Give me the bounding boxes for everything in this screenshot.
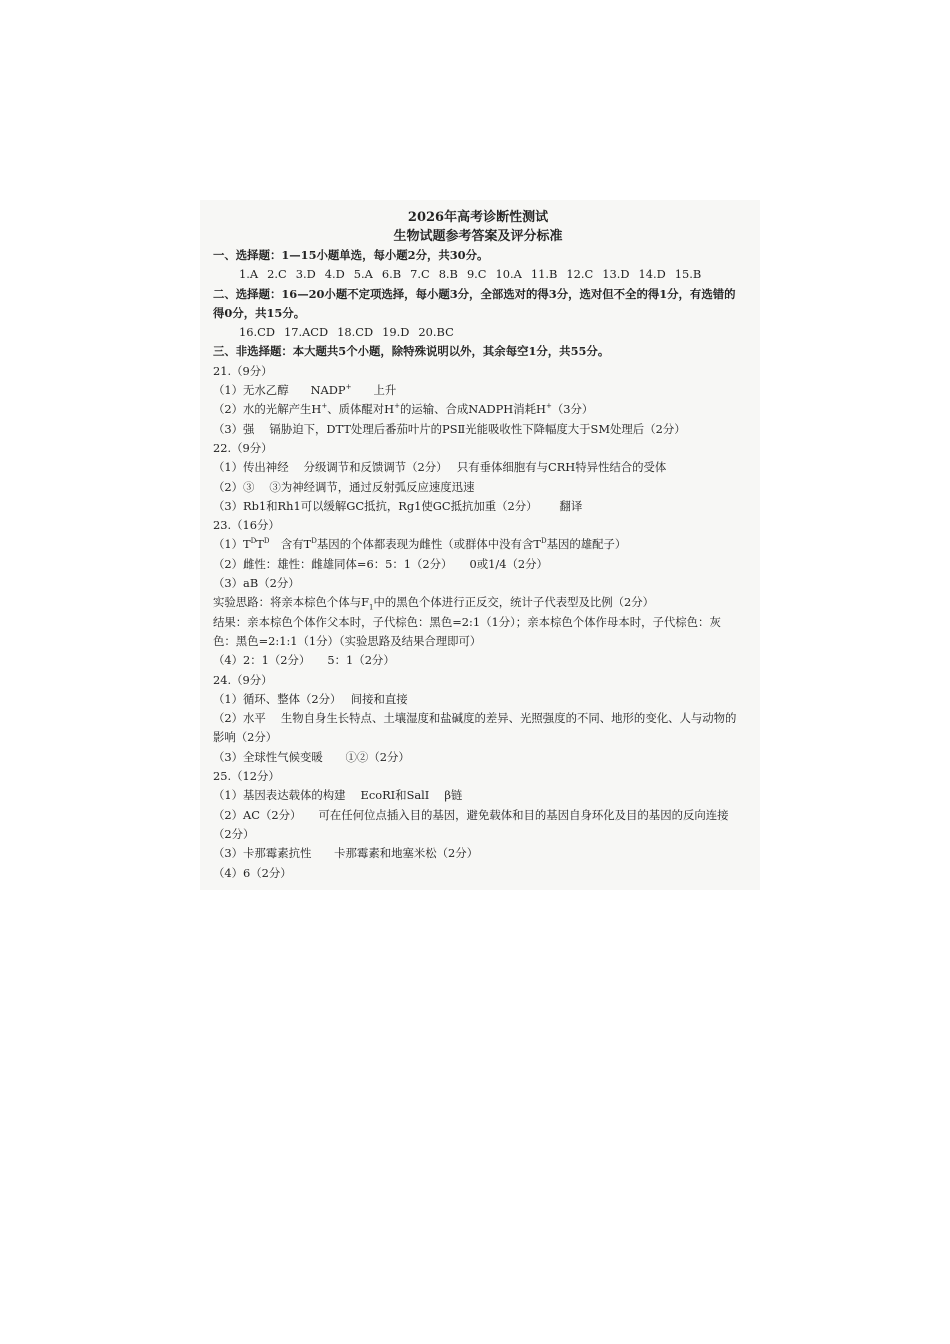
q25-heading: 25.（12分） xyxy=(213,769,280,784)
q25-answer-1: （1）基因表达载体的构建 EcoRⅠ和SalⅠ β链 xyxy=(213,788,463,803)
superscript: + xyxy=(545,402,552,411)
answer-item: 14.D xyxy=(638,267,666,282)
q23-experiment-idea xyxy=(213,593,743,612)
q21-answer-1 xyxy=(213,381,743,400)
q22-answer-3 xyxy=(213,497,743,516)
q22-heading: 22.（9分） xyxy=(213,440,273,455)
answer-item: 4.D xyxy=(324,267,345,282)
section-1-heading: 一、选择题：1—15小题单选，每小题2分，共30分。 xyxy=(213,248,489,262)
q23-answer-4: （4）2：1（2分） 5：1（2分） xyxy=(213,653,395,668)
superscript: + xyxy=(345,383,352,392)
q23-1-t: （1）T xyxy=(213,537,251,552)
section-1-answers xyxy=(213,265,743,284)
q21-answer-2 xyxy=(213,400,743,419)
q23-idea-text-b: 中的黑色个体进行正反交，统计子代表型及比例（2分） xyxy=(373,595,655,610)
q21-1-nadp: NADP xyxy=(310,383,346,398)
q25-answer-2: （2）AC（2分） 可在任何位点插入目的基因，避免载体和目的基因自身环化及目的基因的反向连接（2分） xyxy=(213,807,729,841)
answer-item: 18.CD xyxy=(337,325,374,340)
q23-heading: 23.（16分） xyxy=(213,518,280,533)
q21-2-text-b: 、质体醌对H xyxy=(327,402,395,417)
section-2-answers xyxy=(213,323,743,342)
q23-idea-text-a: 实验思路：将亲本棕色个体与F xyxy=(213,595,369,610)
answer-item: 12.C xyxy=(566,267,594,282)
q25-answer-3: （3）卡那霉素抗性 卡那霉素和地塞米松（2分） xyxy=(213,846,479,861)
superscript: D xyxy=(263,537,270,546)
q22-3-text: （3）Rb1和Rh1可以缓解GC抵抗，Rg1使GC抵抗加重（2分） xyxy=(213,498,538,513)
q22-3-term: 翻译 xyxy=(559,498,583,513)
answer-item: 16.CD xyxy=(239,325,275,340)
answer-document xyxy=(213,208,743,883)
q23-1-t2: T xyxy=(256,537,264,552)
answer-item: 20.BC xyxy=(418,325,454,340)
section-3-heading: 三、非选择题：本大题共5个小题，除特殊说明以外，其余每空1分，共55分。 xyxy=(213,344,610,359)
q24-answer-3: （3）全球性气候变暖 ①②（2分） xyxy=(213,749,410,764)
subscript: 1 xyxy=(368,603,374,612)
superscript: D xyxy=(311,537,317,546)
answer-item: 3.D xyxy=(295,267,316,282)
answer-item: 9.C xyxy=(466,267,487,282)
exam-title: 2026年高考诊断性测试 xyxy=(407,210,549,225)
section-2-heading: 二、选择题：16—20小题不定项选择，每小题3分，全部选对的得3分，选对但不全的得1分，有选错的得0分，共15分。 xyxy=(213,286,736,320)
answer-item: 13.D xyxy=(602,267,630,282)
answer-item: 7.C xyxy=(410,267,430,282)
q21-answer-3: （3）强 镉胁迫下，DTT处理后番茄叶片的PSⅡ光能吸收性下降幅度大于SM处理后（2分） xyxy=(213,421,686,436)
q21-1-text: （1）无水乙醇 xyxy=(213,383,289,398)
answer-item: 19.D xyxy=(382,325,410,340)
superscript: D xyxy=(250,537,257,546)
superscript: D xyxy=(540,537,547,546)
q23-1-text-b: 基因的个体都表现为雌性（或群体中没有含T xyxy=(316,537,541,552)
q21-2-score: （3分） xyxy=(551,402,594,417)
q23-answer-3: （3）aB（2分） xyxy=(213,576,300,591)
answer-item: 6.B xyxy=(381,267,402,282)
answer-item: 15.B xyxy=(674,267,702,282)
superscript: + xyxy=(321,402,328,411)
q24-answer-2: （2）水平 生物自身生长特点、土壤湿度和盐碱度的差异、光照强度的不同、地形的变化、人与动物的影响（2分） xyxy=(213,711,737,745)
answer-item: 11.B xyxy=(530,267,558,282)
q21-2-text-a: （2）水的光解产生H xyxy=(213,402,322,417)
answer-item: 8.B xyxy=(438,267,458,282)
answer-item: 10.A xyxy=(495,267,522,282)
q25-answer-4: （4）6（2分） xyxy=(213,865,292,880)
q23-1-text-c: 基因的雄配子） xyxy=(546,537,627,552)
q23-answer-2: （2）雌性：雄性：雌雄同体=6：5：1（2分） 0或1/4（2分） xyxy=(213,556,548,571)
q24-answer-1: （1）循环、整体（2分） 间接和直接 xyxy=(213,691,408,706)
q22-answer-2: （2）③ ③为神经调节，通过反射弧反应速度迅速 xyxy=(213,479,475,494)
q23-1-text-a: 含有T xyxy=(269,537,312,552)
q23-result: 结果：亲本棕色个体作父本时，子代棕色：黑色=2:1（1分）；亲本棕色个体作母本时，子代棕色：灰色：黑色=2:1:1（1分）（实验思路及结果合理即可） xyxy=(213,614,721,648)
q22-answer-1: （1）传出神经 分级调节和反馈调节（2分） 只有垂体细胞有与CRH特异性结合的受体 xyxy=(213,460,667,475)
q23-answer-1 xyxy=(213,535,743,554)
superscript: + xyxy=(394,402,400,411)
q24-heading: 24.（9分） xyxy=(213,672,273,687)
q21-1-trend: 上升 xyxy=(373,383,397,398)
answer-item: 5.A xyxy=(353,267,373,282)
answer-item: 2.C xyxy=(267,267,287,282)
q21-2-text-c: 的运输、合成NADPH消耗H xyxy=(399,402,546,417)
q21-heading: 21.（9分） xyxy=(213,363,273,378)
exam-subtitle: 生物试题参考答案及评分标准 xyxy=(393,229,563,244)
answer-item: 17.ACD xyxy=(283,325,329,340)
answer-item: 1.A xyxy=(239,267,259,282)
